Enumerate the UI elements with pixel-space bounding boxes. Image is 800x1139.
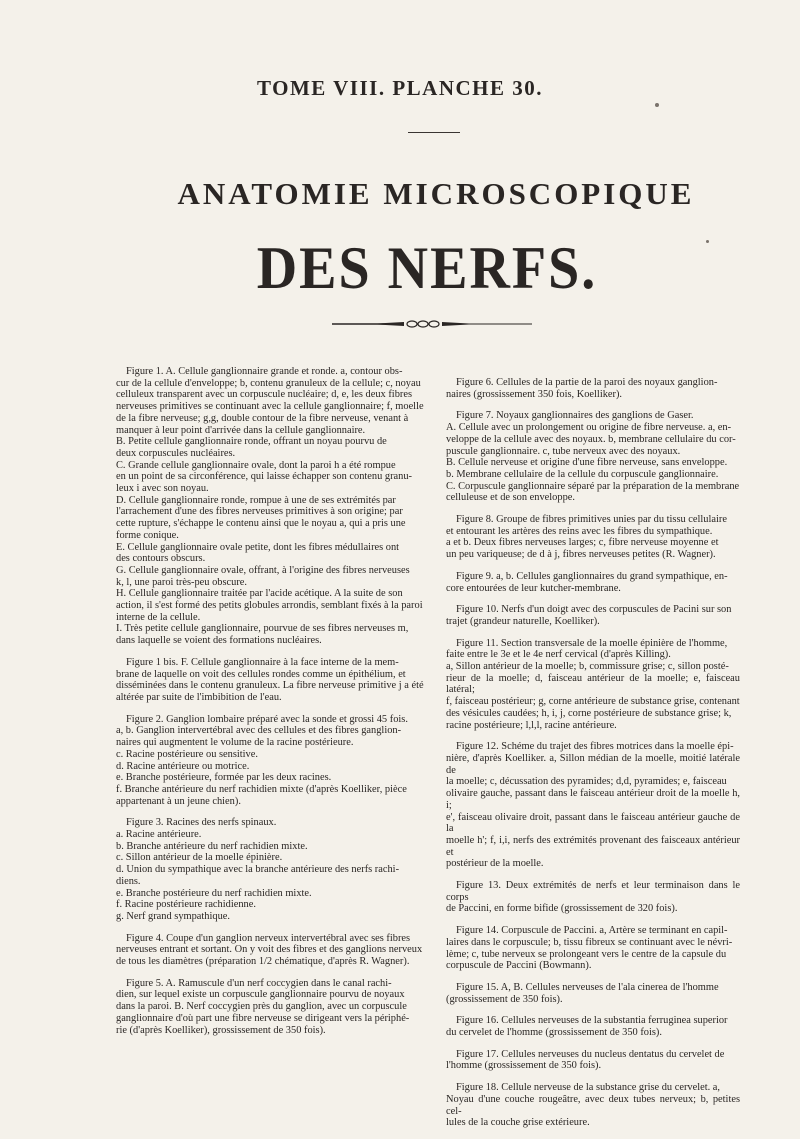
caption-line: de Paccini, en forme bifide (grossissement de 320 fois). [446, 903, 678, 915]
figure-caption [446, 1015, 740, 1038]
caption-line: b. Branche antérieure du nerf rachidien mixte. [116, 840, 308, 852]
caption-line: corpuscule de Paccini (Bowmann). [446, 960, 592, 972]
caption-line: action, il s'est formé des petits globules arrondis, semblant fixés à la paroi [116, 600, 423, 612]
caption-line: B. Petite cellule ganglionnaire ronde, offrant un noyau pourvu de [116, 436, 387, 448]
caption-line: altérée par suite de l'imbibition de l'eau. [116, 691, 282, 703]
caption-line: Figure 11. Section transversale de la moelle épinière de l'homme, [456, 637, 728, 649]
caption-line: Figure 16. Cellules nerveuses de la substantia ferruginea superior [456, 1015, 728, 1027]
caption-line: Figure 8. Groupe de fibres primitives unies par du tissu cellulaire [456, 514, 727, 526]
caption-line: e', faisceau olivaire droit, passant dans le faisceau antérieur gauche de la [446, 811, 740, 835]
caption-line: et entourant les artères des reins avec les fibres du sympathique. [446, 525, 713, 537]
caption-line: moelle h'; f, i,i, nerfs des extrémités provenant des faisceaux antérieur et [446, 834, 740, 858]
caption-line: cur de la cellule d'enveloppe; b, contenu granuleux de la cellule; c, noyau [116, 377, 421, 389]
caption-line: manquer à leur point d'arrivée dans la cellule ganglionnaire. [116, 424, 366, 436]
figure-caption [446, 1049, 740, 1072]
caption-line: veloppe de la cellule avec des noyaux. b, membrane cellulaire du cor- [446, 433, 736, 445]
caption-line: deux corpuscules nucléaires. [116, 447, 236, 459]
caption-line: trajet (grandeur naturelle, Koelliker). [446, 615, 600, 627]
caption-line: forme conique. [116, 529, 179, 541]
caption-line: laires dans le corpuscule; b, tissu fibreux se continuant avec le névri- [446, 936, 733, 948]
caption-line: Figure 17. Cellules nerveuses du nucleus dentatus du cervelet de [456, 1048, 725, 1060]
title-line-2: DES NERFS. [256, 235, 598, 303]
caption-line: Figure 14. Corpuscule de Paccini. a, Artère se terminant en capil- [456, 925, 728, 937]
caption-line: l'homme (grossissement de 350 fois). [446, 1060, 602, 1072]
caption-line: c. Sillon antérieur de la moelle épinière. [116, 852, 283, 864]
caption-line: l'arrachement d'une des fibres nerveuses primitives à son origine; par [116, 506, 403, 518]
caption-line: celluleux transparent avec un corpuscule nucléaire; d, e, les deux fibres [116, 389, 413, 401]
figure-caption [446, 571, 740, 594]
caption-line: dans la paroi. B. Nerf coccygien près du ganglion, avec un corpuscule [116, 1001, 407, 1013]
figure-caption [116, 657, 424, 704]
figure-caption [116, 366, 424, 647]
caption-line: de tous les diamètres (préparation 1/2 chématique, d'après R. Wagner). [116, 956, 410, 968]
figure-caption [116, 714, 424, 808]
caption-line: a, b. Ganglion intervertébral avec des cellules et des fibres ganglion- [116, 725, 402, 737]
caption-line: cette rupture, s'échappe le contenu ainsi que le noyau a, qui a pris une [116, 518, 406, 530]
caption-line: Figure 1. A. Cellule ganglionnaire grande et ronde. a, contour obs- [126, 366, 403, 377]
caption-line: la moelle; c, décussation des pyramides; d,d, pyramides; e, faisceau [446, 776, 727, 788]
caption-line: du cervelet de l'homme (grossissement de 350 fois). [446, 1027, 662, 1039]
caption-line: a et b. Deux fibres nerveuses larges; c, fibre nerveuse moyenne et [446, 537, 719, 549]
paper-speck [706, 240, 709, 243]
figure-caption [446, 514, 740, 561]
caption-line: lules de la couche grise extérieure. [446, 1117, 590, 1129]
caption-line: core entourées de leur kutcher-membrane. [446, 582, 621, 594]
figure-caption [446, 880, 740, 915]
plate-header: TOME VIII. PLANCHE 30. [256, 76, 543, 100]
caption-line: faite entre le 3e et le 4e nerf cervical (d'après Killing). [446, 649, 671, 661]
caption-line: ganglionnaire d'où part une fibre nerveuse se dirigeant vers la périphé- [116, 1012, 410, 1024]
figure-caption [446, 1082, 740, 1129]
caption-line: f, faisceau postérieur; g, corne antérieure de substance grise, contenant [446, 696, 740, 708]
caption-line: naires (grossissement 350 fois, Koelliker). [446, 388, 623, 400]
figure-caption [446, 925, 740, 972]
caption-line: H. Cellule ganglionnaire traitée par l'acide acétique. A la suite de son [116, 588, 403, 600]
caption-line: nière, d'après Koelliker. a, Sillon médian de la moelle, moitié latérale de [446, 752, 740, 776]
caption-line: celluleuse et de son enveloppe. [446, 492, 575, 504]
caption-line: k, l, une paroi très-peu obscure. [116, 576, 247, 588]
figure-caption [116, 817, 424, 922]
caption-line: interne de la cellule. [116, 611, 201, 623]
caption-line: Figure 4. Coupe d'un ganglion nerveux intervertébral avec ses fibres [126, 932, 411, 944]
caption-line: appartenant à un jeune chien). [116, 795, 241, 807]
caption-line: puscule ganglionnaire. c, tube nerveux avec des noyaux. [446, 445, 681, 457]
caption-line: postérieur de la moelle. [446, 858, 544, 870]
caption-line: (grossissement de 350 fois). [446, 993, 563, 1005]
caption-line: racine postérieure; l,l,l, racine antérieure. [446, 719, 617, 731]
caption-line: Figure 1 bis. F. Cellule ganglionnaire à la face interne de la mem- [126, 656, 399, 668]
caption-line: e. Branche postérieure, formée par les deux racines. [116, 772, 332, 784]
figure-caption [446, 638, 740, 732]
figure-caption [116, 978, 424, 1037]
ornament-divider-icon [332, 318, 532, 330]
caption-line: nerveuses primitives se continuant avec la cellule ganglionnaire; f, moelle [116, 401, 424, 413]
caption-line: diens. [116, 875, 141, 887]
figure-caption [446, 741, 740, 870]
caption-line: Figure 7. Noyaux ganglionnaires des ganglions de Gaser. [456, 410, 694, 422]
caption-line: dans laquelle se voient des formations nucléaires. [116, 635, 322, 647]
caption-line: f. Branche antérieure du nerf rachidien mixte (d'après Koelliker, pièce [116, 783, 407, 795]
caption-line: Figure 5. A. Ramuscule d'un nerf coccygien dans le canal rachi- [126, 977, 392, 989]
caption-line: Figure 18. Cellule nerveuse de la substance grise du cervelet. a, [456, 1082, 721, 1094]
caption-line: Figure 2. Ganglion lombaire préparé avec la sonde et grossi 45 fois. [126, 713, 408, 725]
caption-line: des contours obscurs. [116, 553, 206, 565]
caption-line: A. Cellule avec un prolongement ou origine de fibre nerveuse. a, en- [446, 422, 732, 434]
caption-line: Figure 15. A, B. Cellules nerveuses de l'ala cinerea de l'homme [456, 981, 719, 993]
paper-speck [655, 103, 659, 107]
caption-line: Figure 6. Cellules de la partie de la paroi des noyaux ganglion- [456, 377, 718, 388]
caption-line: c. Racine postérieure ou sensitive. [116, 748, 258, 760]
caption-line: G. Cellule ganglionnaire ovale, offrant, à l'origine des fibres nerveuses [116, 564, 410, 576]
caption-line: de la fibre nerveuse; g,g, double contour de la fibre nerveuse, venant à [116, 412, 409, 424]
caption-line: Figure 10. Nerfs d'un doigt avec des corpuscules de Pacini sur son [456, 604, 732, 616]
caption-line: g. Nerf grand sympathique. [116, 910, 230, 922]
caption-line: des vésicules caudées; h, i, j, corne postérieure de substance grise; k, [446, 707, 732, 719]
caption-line: Figure 12. Schéme du trajet des fibres motrices dans la moelle épi- [456, 741, 734, 753]
caption-line: Figure 9. a, b. Cellules ganglionnaires du grand sympathique, en- [456, 570, 728, 582]
caption-line: D. Cellule ganglionnaire ronde, rompue à une de ses extrémités par [116, 494, 396, 506]
caption-line: dien, sur lequel existe un corpuscule ganglionnaire pourvu de noyaux [116, 989, 405, 1001]
caption-line: a. Racine antérieure. [116, 829, 202, 841]
left-column [116, 366, 424, 1046]
caption-line: C. Grande cellule ganglionnaire ovale, dont la paroi h a été rompue [116, 459, 396, 471]
caption-line: I. Très petite cellule ganglionnaire, pourvue de ses fibres nerveuses m, [116, 623, 409, 635]
caption-line: d. Union du sympathique avec la branche antérieure des nerfs rachi- [116, 864, 400, 876]
caption-line: Figure 13. Deux extrémités de nerfs et leur terminaison dans le corps [446, 880, 740, 903]
caption-line: d. Racine antérieure ou motrice. [116, 760, 250, 772]
caption-line: rieur de la moelle; d, faisceau antérieur de la moelle; e, faisceau latéral; [446, 672, 740, 696]
figure-caption [116, 933, 424, 968]
caption-line: olivaire gauche, passant dans le faisceau antérieur droit de la moelle h, i; [446, 788, 740, 811]
caption-line: brane de laquelle on voit des cellules rondes comme un épithélium, et [116, 668, 406, 680]
caption-line: Figure 3. Racines des nerfs spinaux. [126, 817, 277, 829]
caption-line: a, Sillon antérieur de la moelle; b, commissure grise; c, sillon posté- [446, 661, 729, 673]
title-line-1: ANATOMIE MICROSCOPIQUE [177, 176, 695, 211]
caption-line: un peu variqueuse; de d à j, fibres nerveuses petites (R. Wagner). [446, 549, 716, 561]
caption-line: leux i avec son noyau. [116, 483, 209, 495]
caption-line: lème; c, tube nerveux se prolongeant vers le centre de la capsule du [446, 948, 727, 960]
caption-line: f. Racine postérieure rachidienne. [116, 899, 256, 911]
figure-caption [446, 410, 740, 504]
caption-line: C. Corpuscule ganglionnaire séparé par la préparation de la membrane [446, 480, 740, 492]
figure-caption [446, 982, 740, 1005]
figure-caption [446, 604, 740, 627]
figure-caption [446, 377, 740, 400]
caption-line: naires qui augmentent le volume de la racine postérieure. [116, 737, 354, 749]
caption-line: en un point de sa circonférence, qui laisse échapper son contenu granu- [116, 471, 413, 483]
caption-line: b. Membrane cellulaire de la cellule du corpuscule ganglionnaire. [446, 468, 719, 480]
right-column [446, 377, 740, 1139]
caption-line: B. Cellule nerveuse et origine d'une fibre nerveuse, sans enveloppe. [446, 457, 728, 469]
caption-line: disséminées dans le contenu granuleux. La fibre nerveuse primitive j a été [116, 680, 424, 692]
caption-line: E. Cellule ganglionnaire ovale petite, dont les fibres médullaires ont [116, 541, 400, 553]
caption-line: nerveuses entrant et sortant. On y voit des fibres et des ganglions nerveux [116, 944, 423, 956]
caption-line: rie (d'après Koelliker), grossissement de 350 fois). [116, 1024, 326, 1036]
caption-line: Noyau d'une couche rougeâtre, avec deux tubes nerveux; b, petites cel- [446, 1093, 740, 1117]
header-rule [408, 132, 460, 133]
caption-line: e. Branche postérieure du nerf rachidien mixte. [116, 887, 312, 899]
